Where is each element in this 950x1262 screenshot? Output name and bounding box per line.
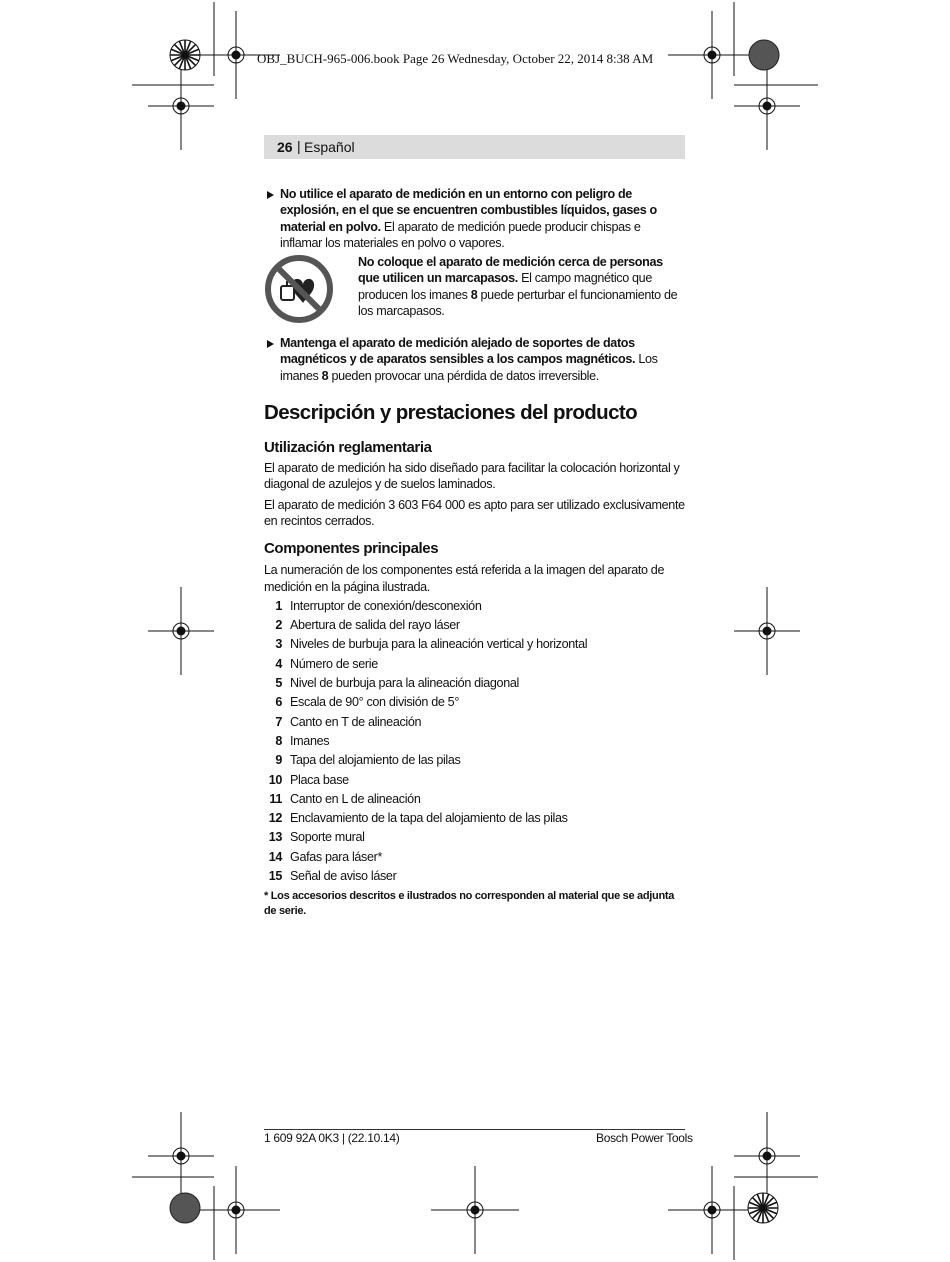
accessories-footnote: * Los accesorios descritos e ilustrados no corresponden al material que se adjunta de serie. — [264, 890, 675, 918]
list-item — [264, 848, 685, 867]
list-item — [264, 732, 685, 751]
list-item — [264, 674, 685, 693]
crosshair-mark — [148, 1112, 214, 1200]
warning-explosion-bold: No utilice el aparato de medición en un entorno con peligro de explosión, en el que se encuentren combustibles líquidos, gases o material en polvo. — [280, 187, 657, 234]
component-number: 8 — [275, 733, 282, 748]
list-item — [264, 655, 685, 674]
component-number: 11 — [269, 791, 282, 806]
component-number: 9 — [275, 753, 282, 768]
list-item — [264, 771, 685, 790]
list-item — [264, 751, 685, 770]
component-label: Abertura de salida del rayo láser — [290, 618, 460, 633]
crosshair-mark — [734, 587, 800, 675]
list-item — [264, 597, 685, 616]
component-label: Interruptor de conexión/desconexión — [290, 598, 482, 613]
list-item — [264, 828, 685, 847]
component-label: Señal de aviso láser — [290, 869, 397, 884]
component-label: Canto en L de alineación — [290, 791, 421, 806]
components-list — [264, 597, 685, 886]
star-target-mark — [748, 1193, 778, 1223]
component-number: 7 — [275, 714, 282, 729]
component-number: 12 — [268, 811, 282, 826]
warning-pacemaker — [264, 254, 685, 330]
component-number: 5 — [275, 676, 282, 691]
warning-explosion-text: El aparato de medición puede producir chispas e inflamar los materiales en polvo o vapores. — [280, 219, 641, 250]
print-file-header: OBJ_BUCH-965-006.book Page 26 Wednesday, October 22, 2014 8:38 AM — [257, 51, 654, 66]
intended-use-paragraph-1: El aparato de medición ha sido diseñado para facilitar la colocación horizontal y diagonal de azulejos y de suelos laminados. — [264, 461, 680, 492]
warning-magnetic-text: Los imanes — [280, 352, 658, 383]
crosshair-mark — [431, 1166, 519, 1254]
no-pacemaker-icon — [264, 254, 334, 324]
list-item — [264, 867, 685, 886]
header-separator: | — [297, 138, 301, 154]
component-label: Nivel de burbuja para la alineación diagonal — [290, 676, 519, 691]
list-item — [264, 809, 685, 828]
component-number: 6 — [275, 695, 282, 710]
component-number: 2 — [275, 618, 282, 633]
warning-pacemaker-text: El campo magnético que producen los imanes — [358, 271, 652, 302]
crosshair-mark — [668, 11, 756, 99]
component-number: 15 — [268, 869, 282, 884]
component-number: 3 — [275, 637, 282, 652]
list-item — [264, 693, 685, 712]
star-target-mark — [170, 40, 200, 70]
warning-magnetic-bold: Mantenga el aparato de medición alejado de soportes de datos magnéticos y de aparatos sensibles a los campos magnéticos. — [280, 336, 636, 367]
warning-pacemaker-text-block — [358, 254, 685, 319]
component-label: Gafas para láser* — [290, 849, 383, 864]
component-number: 4 — [275, 656, 282, 671]
footer-brand: Bosch Power Tools — [596, 1131, 693, 1145]
crosshair-mark — [734, 1112, 800, 1200]
intended-use-paragraph-2: El aparato de medición 3 603 F64 000 es apto para ser utilizado exclusivamente en recintos cerrados. — [264, 497, 685, 528]
crosshair-mark — [734, 62, 800, 150]
list-item — [264, 790, 685, 809]
component-label: Niveles de burbuja para la alineación vertical y horizontal — [290, 637, 588, 652]
page-content — [264, 186, 685, 919]
components-intro: La numeración de los componentes está referida a la imagen del aparato de medición en la página ilustrada. — [264, 563, 665, 594]
crosshair-mark — [668, 1166, 756, 1254]
page-number: 26 — [277, 139, 293, 155]
warning-magnetic-text-end: pueden provocar una pérdida de datos irreversible. — [328, 368, 599, 383]
page-language: Español — [304, 139, 355, 155]
footer-divider — [264, 1129, 685, 1130]
component-label: Enclavamiento de la tapa del alojamiento de las pilas — [290, 811, 568, 826]
bullet-triangle-icon — [267, 340, 274, 348]
component-label: Tapa del alojamiento de las pilas — [290, 753, 461, 768]
component-ref: 8 — [321, 368, 329, 383]
gray-target-mark — [170, 1193, 200, 1223]
crosshair-mark — [148, 587, 214, 675]
crosshair-mark — [148, 62, 214, 150]
component-label: Canto en T de alineación — [290, 714, 422, 729]
section-title: Descripción y prestaciones del producto — [264, 401, 638, 425]
list-item — [264, 713, 685, 732]
warning-explosion — [264, 186, 685, 251]
component-number: 10 — [268, 772, 282, 787]
component-label: Imanes — [290, 733, 330, 748]
footer-document-code: 1 609 92A 0K3 | (22.10.14) — [264, 1131, 400, 1145]
components-title: Componentes principales — [264, 540, 439, 558]
component-label: Soporte mural — [290, 830, 365, 845]
intended-use-title: Utilización reglamentaria — [264, 439, 432, 457]
bullet-triangle-icon — [267, 191, 274, 199]
warning-pacemaker-bold: No coloque el aparato de medición cerca de personas que utilicen un marcapasos. — [358, 255, 663, 286]
component-number: 13 — [268, 830, 282, 845]
gray-target-mark — [749, 40, 779, 70]
page-header-bar — [264, 135, 685, 159]
component-number: 14 — [268, 849, 282, 864]
warning-magnetic — [264, 335, 685, 384]
crosshair-mark — [192, 1166, 280, 1254]
component-number: 1 — [275, 598, 282, 613]
component-label: Número de serie — [290, 656, 378, 671]
list-item — [264, 635, 685, 654]
list-item — [264, 616, 685, 635]
component-ref: 8 — [470, 287, 478, 302]
component-label: Placa base — [290, 772, 349, 787]
warning-pacemaker-text-end: puede perturbar el funcionamiento de los marcapasos. — [358, 287, 678, 319]
component-label: Escala de 90° con división de 5° — [290, 695, 459, 710]
